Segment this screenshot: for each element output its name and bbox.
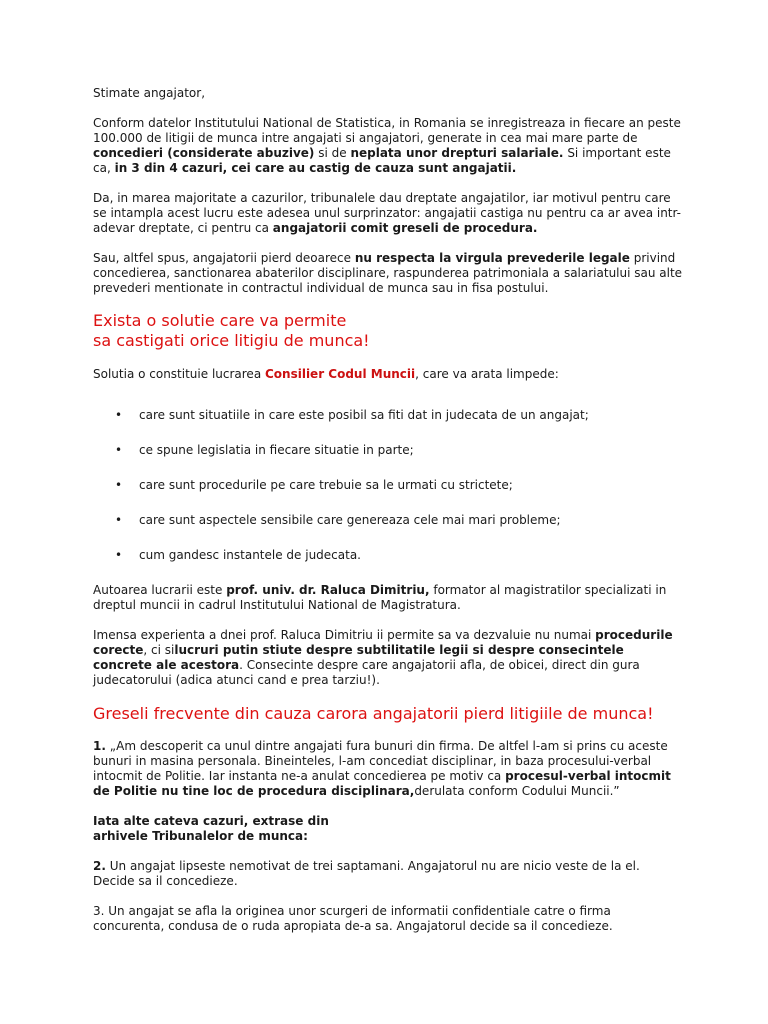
text-span: Da, in marea majoritate a cazurilor, tribunalele dau dreptate angajatilor, iar motivul pentru care se intampla acest lucru este adesea unul surprinzator: angajatii castiga nu pentru ca ar avea intr-adevar dreptate, ci pentru ca	[93, 191, 682, 235]
headline-line: sa castigati orice litigiu de munca!	[93, 331, 370, 350]
solution-headline	[93, 311, 683, 351]
bold-span: nu respecta la virgula prevederile legale	[354, 251, 630, 265]
text-span: Autoarea lucrarii este	[93, 583, 227, 597]
benefits-list	[93, 408, 683, 563]
text-span: Sau, altfel spus, angajatorii pierd deoarece	[93, 251, 355, 265]
bullet-icon: •	[115, 478, 123, 492]
text-span: formator al magistratilor specializati in dreptul muncii in cadrul Institutului National de Magistratura.	[93, 583, 667, 612]
subheading-line: Iata alte cateva cazuri, extrase din	[93, 814, 329, 828]
text-span: privind concedierea, sanctionarea abaterilor disciplinare, raspunderea patrimoniala a salariatului sau alte prevederi mentionate in contractul individual de munca sau in fisa postului.	[93, 251, 683, 295]
document-page	[93, 86, 683, 949]
bold-span: in 3 din 4 cazuri, cei care au castig de cauza sunt angajatii.	[114, 161, 517, 175]
list-item-text: cum gandesc instantele de judecata.	[139, 548, 361, 562]
text-span: Si important este ca,	[93, 146, 671, 175]
text-span: , care va arata limpede:	[415, 367, 559, 381]
text-span: . Consecinte despre care angajatorii afla, de obicei, direct din gura judecatorului (adica atunci cand e prea tarziu!).	[93, 658, 640, 687]
bold-span: lucruri putin stiute despre subtilitatile legii si despre consecintele concrete ale acestora	[93, 643, 624, 672]
case-2-paragraph	[93, 859, 683, 889]
author-name: prof. univ. dr. Raluca Dimitriu,	[226, 583, 430, 597]
list-item-text: care sunt situatiile in care este posibil sa fiti dat in judecata de un angajat;	[139, 408, 589, 422]
intro-paragraph	[93, 116, 683, 176]
text-span: Conform datelor Institutului National de Statistica, in Romania se inregistreaza in fiecare an peste 100.000 de litigii de munca intre angajati si angajatori, generate in cea mai mare parte de	[93, 116, 681, 145]
bold-span: neplata unor drepturi salariale.	[350, 146, 564, 160]
reason-paragraph	[93, 191, 683, 236]
list-item-text: care sunt aspectele sensibile care genereaza cele mai mari probleme;	[139, 513, 561, 527]
text-span: , ci si	[143, 643, 175, 657]
case-1-paragraph	[93, 739, 683, 799]
product-name-link[interactable]: Consilier Codul Muncii	[264, 367, 416, 381]
case-3-paragraph: 3. Un angajat se afla la originea unor scurgeri de informatii confidentiale catre o firma concurenta, condusa de o ruda apropiata de-a sa. Angajatorul decide sa il concedieze.	[93, 904, 613, 933]
list-item-text: ce spune legislatia in fiecare situatie in parte;	[139, 443, 414, 457]
list-item	[115, 548, 683, 563]
bullet-icon: •	[115, 513, 123, 527]
list-item	[115, 513, 683, 528]
cases-subheading	[93, 814, 683, 844]
experience-paragraph	[93, 628, 683, 688]
case-number: 2.	[93, 859, 106, 873]
legal-paragraph	[93, 251, 683, 296]
solution-paragraph	[93, 367, 683, 382]
text-span: Imensa experienta a dnei prof. Raluca Dimitriu ii permite sa va dezvaluie nu numai	[93, 628, 596, 642]
text-span: „Am descoperit ca unul dintre angajati fura bunuri din firma. De altfel l-am si prins cu aceste bunuri in masina personala. Bineinteles, l-am concediat disciplinar, in baza procesului-verbal intocmit de Politie. Iar instanta ne-a anulat concedierea pe motiv ca	[93, 739, 668, 783]
list-item	[115, 443, 683, 458]
bold-span: procesul-verbal intocmit de Politie nu tine loc de procedura disciplinara,	[93, 769, 671, 798]
headline-line: Exista o solutie care va permite	[93, 311, 347, 330]
case-number: 1.	[93, 739, 106, 753]
text-span: derulata conform Codului Muncii.”	[414, 784, 620, 798]
text-span: Solutia o constituie lucrarea	[93, 367, 265, 381]
list-item	[115, 478, 683, 493]
bold-span: angajatorii comit greseli de procedura.	[272, 221, 538, 235]
bold-span: procedurile corecte	[93, 628, 673, 657]
subheading-line: arhivele Tribunalelor de munca:	[93, 829, 308, 843]
text-span: si de	[314, 146, 351, 160]
bullet-icon: •	[115, 548, 123, 562]
bullet-icon: •	[115, 443, 123, 457]
mistakes-headline: Greseli frecvente din cauza carora angajatorii pierd litigiile de munca!	[93, 704, 654, 723]
list-item	[115, 408, 683, 423]
bold-span: concedieri (considerate abuzive)	[93, 146, 315, 160]
author-paragraph	[93, 583, 683, 613]
bullet-icon: •	[115, 408, 123, 422]
text-span: Un angajat lipseste nemotivat de trei saptamani. Angajatorul nu are nicio veste de la el. Decide sa il concedieze.	[93, 859, 640, 888]
greeting: Stimate angajator,	[93, 86, 206, 100]
list-item-text: care sunt procedurile pe care trebuie sa le urmati cu strictete;	[139, 478, 513, 492]
